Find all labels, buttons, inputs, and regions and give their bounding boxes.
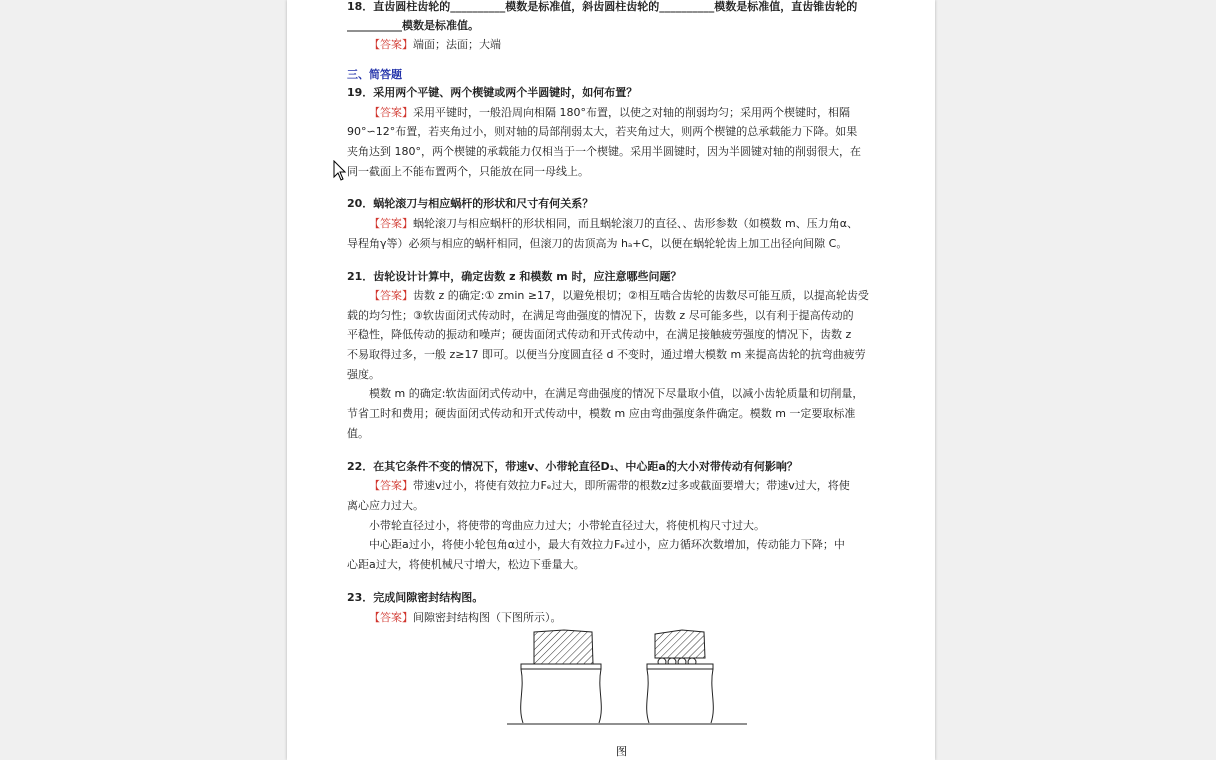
clearance-seal-diagram: [507, 620, 767, 732]
answer-21-para2-line2: 节省工时和费用；硬齿面闭式传动和开式传动中，模数 m 应由弯曲强度条件确定。模数 m 一定要取标准: [347, 407, 856, 420]
question-23: 23．完成间隙密封结构图。: [347, 591, 484, 604]
question-18-cont: __________模数是标准值。: [347, 19, 479, 32]
answer-18: [369, 38, 501, 52]
answer-text: 间隙密封结构图（下图所示）。: [413, 611, 562, 624]
mouse-cursor-icon: [333, 160, 347, 182]
answer-22-para3: 中心距a过小，将使小轮包角α过小，最大有效拉力Fₑ过小，应力循环次数增加，传动能力下降；中: [369, 538, 845, 551]
question-19: 19．采用两个平键、两个楔键或两个半圆键时，如何布置？: [347, 86, 638, 99]
answer-22-para3-line2: 心距a过大，将使机械尺寸增大，松边下垂量大。: [347, 558, 585, 571]
answer-20-line2: 导程角γ等）必须与相应的蜗杆相同，但滚刀的齿顶高为 hₐ+C，以便在蜗轮轮齿上加工出径向间隙 C。: [347, 237, 848, 250]
answer-21: [369, 289, 869, 303]
section-heading: 三、简答题: [347, 68, 402, 81]
answer-tag: 【答案】: [369, 479, 413, 492]
answer-22-para2: 小带轮直径过小，将使带的弯曲应力过大；小带轮直径过大，将使机构尺寸过大。: [369, 519, 765, 532]
question-21: 21．齿轮设计计算中，确定齿数 z 和模数 m 时，应注意哪些问题？: [347, 270, 682, 283]
answer-21-line5: 强度。: [347, 368, 380, 381]
question-18: 18．直齿圆柱齿轮的__________模数是标准值，斜齿圆柱齿轮的__________模数是标准值，直齿锥齿轮的: [347, 0, 858, 13]
answer-tag: 【答案】: [369, 106, 413, 119]
document-page: [287, 0, 935, 760]
question-20: 20．蜗轮滚刀与相应蜗杆的形状和尺寸有何关系？: [347, 197, 594, 210]
answer-tag: 【答案】: [369, 217, 413, 230]
answer-text: 齿数 z 的确定:① zmin ≥17，以避免根切；②相互啮合齿轮的齿数尽可能互质，以提高轮齿受: [413, 289, 869, 302]
answer-21-para2-line3: 值。: [347, 427, 369, 440]
answer-20: [369, 217, 858, 231]
answer-19: [369, 106, 850, 120]
answer-tag: 【答案】: [369, 38, 413, 51]
right-seal-drawing: [647, 630, 714, 723]
answer-text: 蜗轮滚刀与相应蜗杆的形状相同，而且蜗轮滚刀的直径、、齿形参数（如模数 m、压力角α、: [413, 217, 858, 230]
figure-caption: 图: [616, 745, 627, 758]
answer-21-line2: 载的均匀性；③软齿面闭式传动时，在满足弯曲强度的情况下，齿数 z 尽可能多些，以有利于提高传动的: [347, 309, 854, 322]
answer-21-line4: 不易取得过多，一般 z≥17 即可。以便当分度圆直径 d 不变时，通过增大模数 m 来提高齿轮的抗弯曲疲劳: [347, 348, 866, 361]
answer-19-line3: 夹角达到 180°，两个楔键的承载能力仅相当于一个楔键。采用半圆键时，因为半圆键对轴的削弱很大，在: [347, 145, 861, 158]
answer-21-line3: 平稳性，降低传动的振动和噪声；硬齿面闭式传动和开式传动中，在满足接触疲劳强度的情况下，齿数 z: [347, 328, 852, 341]
answer-tag: 【答案】: [369, 611, 413, 624]
answer-22-line2: 离心应力过大。: [347, 499, 424, 512]
answer-19-line2: 90°∽12°布置，若夹角过小，则对轴的局部削弱太大，若夹角过大，则两个楔键的总承载能力下降。如果: [347, 125, 858, 138]
answer-text: 端面；法面；大端: [413, 38, 501, 51]
left-seal-drawing: [521, 630, 602, 723]
answer-text: 采用平键时，一般沿周向相隔 180°布置，以使之对轴的削弱均匀；采用两个楔键时，相隔: [413, 106, 850, 119]
answer-tag: 【答案】: [369, 289, 413, 302]
question-22: 22．在其它条件不变的情况下，带速v、小带轮直径D₁、中心距a的大小对带传动有何影响？: [347, 460, 798, 473]
answer-22: [369, 479, 850, 493]
answer-21-para2: 模数 m 的确定:软齿面闭式传动中，在满足弯曲强度的情况下尽量取小值，以减小齿轮质量和切削量，: [369, 387, 864, 400]
answer-text: 带速v过小，将使有效拉力Fₑ过大，即所需带的根数z过多或截面要增大；带速v过大，将使: [413, 479, 850, 492]
answer-19-line4: 同一截面上不能布置两个，只能放在同一母线上。: [347, 165, 589, 178]
